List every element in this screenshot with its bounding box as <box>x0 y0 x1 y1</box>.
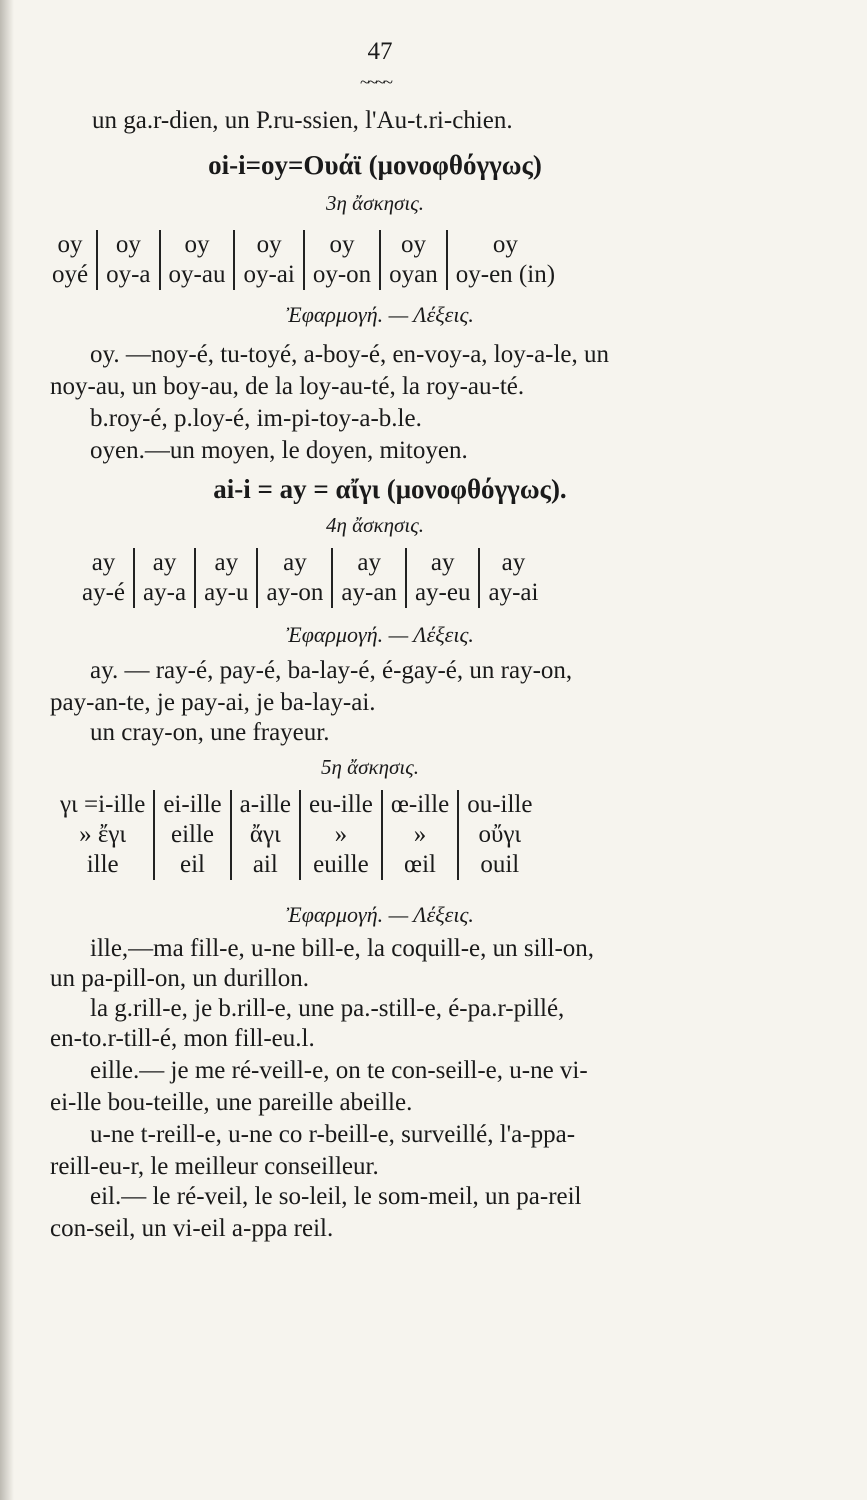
table-cell: euille <box>300 850 382 880</box>
table-cell: oyan <box>380 260 447 290</box>
application-words-3: Ἐφαρμογή. — Λέξεις. <box>286 902 474 927</box>
table-cell: ou-ille <box>458 790 540 820</box>
table-cell: οὔγι <box>458 820 540 850</box>
text-line: ei-lle bou-teille, une pareille abeille. <box>50 1089 413 1116</box>
text-line: un cray-on, une frayeur. <box>90 719 330 746</box>
table-cell: ἄγι <box>231 820 300 850</box>
text-line: eil.— le ré-veil, le so-leil, le som-meil, un pa-reil <box>90 1183 582 1210</box>
text-line: oyen.—un moyen, le doyen, mitoyen. <box>90 437 468 464</box>
table-cell: ay <box>195 548 257 578</box>
table-cell: oy <box>447 230 563 260</box>
table-cell: » <box>300 820 382 850</box>
table-cell: ay-u <box>195 578 257 608</box>
table-cell: ay <box>332 548 406 578</box>
table-cell: ay <box>257 548 332 578</box>
table-row <box>52 790 540 820</box>
table-cell: ay-eu <box>406 578 480 608</box>
table-row <box>44 230 563 260</box>
table-cell: ay-ai <box>479 578 546 608</box>
text-line: reill-eu-r, le meilleur conseilleur. <box>50 1153 379 1180</box>
exercise-3-title: 3η ἄσκησις. <box>325 191 424 215</box>
table-cell: ay-a <box>134 578 195 608</box>
table-cell: ay <box>406 548 480 578</box>
line-austrichien: un ga.r-dien, un P.ru-ssien, l'Au-t.ri-chien. <box>92 107 513 134</box>
table-cell: oy-a <box>97 260 159 290</box>
text-line: noy-au, un boy-au, de la loy-au-té, la roy-au-té. <box>50 373 525 400</box>
table-row <box>44 260 563 290</box>
ille-table <box>52 790 540 880</box>
table-row <box>52 850 540 880</box>
table-cell: oyé <box>52 261 89 288</box>
table-cell: œil <box>382 850 458 880</box>
table-cell: ei-ille <box>154 790 230 820</box>
exercise-5-title: 5η ἄσκησις. <box>320 755 419 779</box>
table-cell: oy <box>304 230 380 260</box>
text-line: pay-an-te, je pay-ai, je ba-lay-ai. <box>50 689 376 716</box>
application-words-1: Ἐφαρμογή. — Λέξεις. <box>286 302 474 327</box>
text-line: ay. — ray-é, pay-é, ba-lay-é, é-gay-é, un ray-on, <box>90 657 573 684</box>
text-line: con-seil, un vi-eil a-ppa reil. <box>50 1215 334 1242</box>
table-cell: ay <box>479 548 546 578</box>
table-cell: ay <box>91 549 116 576</box>
table-cell: ouil <box>458 850 540 880</box>
table-cell: ail <box>231 850 300 880</box>
table-cell: oy <box>97 230 159 260</box>
table-cell: oy-ai <box>234 260 303 290</box>
table-row <box>52 820 540 850</box>
section-heading-ai: ai-i = ay = αἴγι (μονοφθόγγως). <box>213 474 567 504</box>
table-cell: eille <box>154 820 230 850</box>
page-gutter <box>0 0 14 1500</box>
table-cell: œ-ille <box>382 790 458 820</box>
table-cell: oy-en (in) <box>447 260 563 290</box>
table-cell: ay-on <box>257 578 332 608</box>
table-cell: ay-an <box>332 578 406 608</box>
table-cell: oy <box>234 230 303 260</box>
table-cell: γι =i-ille <box>60 791 146 818</box>
table-cell: oy <box>57 231 83 258</box>
table-cell: oy <box>380 230 447 260</box>
text-line: en-to.r-till-é, mon fill-eu.l. <box>50 1025 315 1052</box>
table-cell: eu-ille <box>300 790 382 820</box>
table-row <box>74 548 546 578</box>
table-cell: ille <box>86 851 119 878</box>
table-cell: oy <box>160 230 235 260</box>
table-cell: » <box>382 820 458 850</box>
text-line: ille,—ma fill-e, u-ne bill-e, la coquill-e, un sill-on, <box>90 935 595 962</box>
table-cell: » ἔγι <box>79 821 127 848</box>
text-line: b.roy-é, p.loy-é, im-pi-toy-a-b.le. <box>90 405 422 432</box>
table-cell: a-ille <box>231 790 300 820</box>
text-line: la g.rill-e, je b.rill-e, une pa.-still-e, é-pa.r-pillé, <box>90 995 565 1022</box>
section-heading-oi: oi-i=oy=Ουάϊ (μονοφθόγγως) <box>208 150 542 180</box>
text-line: u-ne t-reill-e, u-ne co r-beill-e, surveillé, l'a-ppa- <box>90 1121 576 1148</box>
table-cell: oy-on <box>304 260 380 290</box>
text-line: eille.— je me ré-veill-e, on te con-seill-e, u-ne vi- <box>90 1057 588 1084</box>
exercise-4-title: 4η ἄσκησις. <box>325 513 424 537</box>
text-line: un pa-pill-on, un durillon. <box>50 965 309 992</box>
text-line: oy. —noy-é, tu-toyé, a-boy-é, en-voy-a, loy-a-le, un <box>90 341 610 368</box>
oy-table <box>44 230 563 290</box>
ay-table <box>74 548 546 608</box>
table-cell: ay-é <box>82 579 126 606</box>
table-cell: oy-au <box>160 260 235 290</box>
page-number: 47 <box>367 38 393 65</box>
table-cell: ay <box>134 548 195 578</box>
table-cell: eil <box>154 850 230 880</box>
table-row <box>74 578 546 608</box>
ornament: ~~~~ <box>360 72 391 92</box>
application-words-2: Ἐφαρμογή. — Λέξεις. <box>286 622 474 647</box>
